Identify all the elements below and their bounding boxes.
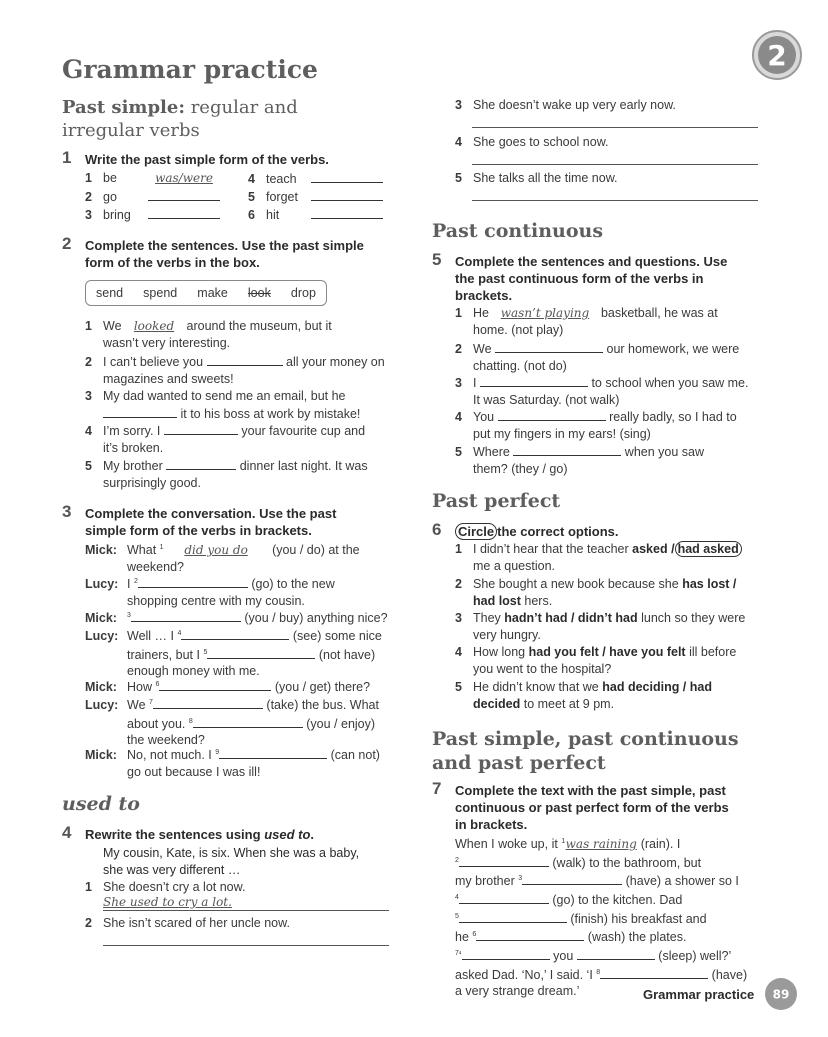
blank[interactable] xyxy=(495,340,603,353)
blank[interactable] xyxy=(159,678,271,691)
exercise-5-instruction: Complete the sentences and questions. Use the past continuous form of the verbs in brackets. xyxy=(455,254,728,303)
ex2-sentence-1: 1 We looked around the museum, but it wasn’t very interesting. xyxy=(85,319,332,350)
blank[interactable] xyxy=(131,609,241,622)
unit-number: 2 xyxy=(767,39,787,72)
answer-line[interactable] xyxy=(472,200,758,201)
ex2-sentence-2: 2 I can’t believe you all your money on magazines and sweets! xyxy=(85,355,385,386)
blank[interactable] xyxy=(498,408,606,421)
dialogue-line-2: Lucy: I $^2$ (go) to the new shopping centre with my cousin. xyxy=(85,577,335,608)
ex4-item-1: 1 She doesn’t cry a lot now. xyxy=(85,880,246,894)
circle-example: Circle xyxy=(455,523,497,540)
exercise-5-number: 5 xyxy=(432,250,442,269)
section-used-to: used to xyxy=(62,793,140,815)
ex6-sentence-1: 1 I didn’t hear that the teacher asked / had asked me a question. xyxy=(455,541,775,574)
page-number-badge xyxy=(764,977,798,1011)
ex2-sentence-3: 3 My dad wanted to send me an email, but he it to his boss at work by mistake! xyxy=(85,389,361,421)
exercise-7-number: 7 xyxy=(432,779,442,798)
answer-line[interactable] xyxy=(472,164,758,165)
ex4-answer-1: She used to cry a lot. xyxy=(103,895,232,909)
ex1-answer: was/were xyxy=(155,171,213,185)
blank[interactable] xyxy=(207,353,283,366)
word-box: send spend make look drop xyxy=(85,280,327,306)
ex1-item: 4 teach xyxy=(248,170,383,188)
blank[interactable] xyxy=(148,206,220,219)
dialogue-line-5: Mick: How $^6$ (you / get) there? xyxy=(85,680,371,695)
blank[interactable] xyxy=(181,627,289,640)
blank[interactable] xyxy=(164,422,238,435)
blank[interactable] xyxy=(311,206,383,219)
exercise-4-number: 4 xyxy=(62,823,72,842)
section-past-simple: Past simple: regular and irregular verbs xyxy=(62,97,298,141)
section-mixed-tenses: Past simple, past continuous and past perfect xyxy=(432,728,739,774)
footer-label: Grammar practice xyxy=(643,987,755,1002)
ex6-sentence-3: 3 They hadn’t had / didn’t had lunch so they were very hungry. xyxy=(455,611,746,642)
circled-answer: had asked xyxy=(675,541,742,557)
dialogue-line-3: Mick: $^3$ (you / buy) anything nice? xyxy=(85,611,388,626)
answer-line[interactable] xyxy=(472,127,758,128)
section-past-continuous: Past continuous xyxy=(432,220,604,242)
exercise-7-instruction: Complete the text with the past simple, past continuous or past perfect form of the verbs in brackets. xyxy=(455,783,729,832)
ex7-text: When I woke up, it $^1$was raining (rain). I $^2$ (walk) to the bathroom, but my brother $^3$ (have) a shower so I $^4$ (go) to the kitchen. Dad $^5$ (finish) his breakfast and he $^6$ (wash) the plates. $^7$‘ you (sleep) well?’ asked Dad. ‘No,’ I said. ‘I $^8$ (have) a very strange dream.’ xyxy=(455,837,748,999)
ex2-sentence-4: 4 I’m sorry. I your favourite cup and it’s broken. xyxy=(85,424,366,455)
ex5-sentence-2: 2 We our homework, we were chatting. (not do) xyxy=(455,342,740,373)
ex4-item-3: 3 She doesn’t wake up very early now. xyxy=(455,98,676,112)
blank[interactable] xyxy=(459,854,549,867)
blank[interactable] xyxy=(476,928,584,941)
exercise-4-instruction: Rewrite the sentences using used to. xyxy=(85,827,315,842)
ex1-item: 1 be was/were xyxy=(85,170,235,187)
ex1-item: 2 go xyxy=(85,188,220,206)
ex1-item: 3 bring xyxy=(85,206,220,224)
page-title: Grammar practice xyxy=(62,55,318,84)
blank[interactable] xyxy=(513,443,621,456)
blank[interactable] xyxy=(166,457,236,470)
blank[interactable] xyxy=(459,891,549,904)
ex6-sentence-2: 2 She bought a new book because she has lost / had lost hers. xyxy=(455,577,737,608)
ex6-sentence-5: 5 He didn’t know that we had deciding / had decided to meet at 9 pm. xyxy=(455,680,712,711)
dialogue-line-6: Lucy: We $^7$ (take) the bus. What about you. $^8$ (you / enjoy) the weekend? xyxy=(85,698,379,748)
blank[interactable] xyxy=(462,947,550,960)
dialogue-line-4: Lucy: Well … I $^4$ (see) some nice trainers, but I $^5$ (not have) enough money with me. xyxy=(85,629,382,679)
blank[interactable] xyxy=(459,910,567,923)
ex5-sentence-4: 4 You really badly, so I had to put my fingers in my ears! (sing) xyxy=(455,410,737,441)
ex4-item-5: 5 She talks all the time now. xyxy=(455,171,618,185)
dialogue-line-1: Mick: What $^1$ did you do (you / do) at the weekend? xyxy=(85,543,360,574)
exercise-6-instruction: Circle the correct options. xyxy=(455,523,619,540)
exercise-3-instruction: Complete the conversation. Use the past simple form of the verbs in brackets. xyxy=(85,506,337,538)
exercise-2-instruction: Complete the sentences. Use the past simple form of the verbs in the box. xyxy=(85,238,364,270)
blank[interactable] xyxy=(207,646,315,659)
ex4-example: My cousin, Kate, is six. When she was a baby, she was very different … xyxy=(103,846,360,877)
blank[interactable] xyxy=(311,170,383,183)
exercise-3-number: 3 xyxy=(62,502,72,521)
ex1-item: 5 forget xyxy=(248,188,383,206)
blank[interactable] xyxy=(600,966,708,979)
ex5-sentence-1: 1 He wasn’t playing basketball, he was at home. (not play) xyxy=(455,306,718,337)
ex2-sentence-5: 5 My brother dinner last night. It was surprisingly good. xyxy=(85,459,368,490)
dialogue-line-7: Mick: No, not much. I $^9$ (can not) go out because I was ill! xyxy=(85,748,380,779)
ex4-item-4: 4 She goes to school now. xyxy=(455,135,609,149)
exercise-2-number: 2 xyxy=(62,234,72,253)
exercise-1-number: 1 xyxy=(62,148,72,167)
answer-line[interactable] xyxy=(103,945,389,946)
blank[interactable] xyxy=(153,696,263,709)
ex1-item: 6 hit xyxy=(248,206,383,224)
blank[interactable] xyxy=(193,715,303,728)
exercise-6-number: 6 xyxy=(432,520,442,539)
blank[interactable] xyxy=(219,746,327,759)
blank[interactable] xyxy=(103,405,177,418)
blank[interactable] xyxy=(138,575,248,588)
blank[interactable] xyxy=(522,872,622,885)
section-past-perfect: Past perfect xyxy=(432,490,561,512)
exercise-1-instruction: Write the past simple form of the verbs. xyxy=(85,152,329,167)
blank[interactable] xyxy=(311,188,383,201)
ex5-sentence-5: 5 Where when you saw them? (they / go) xyxy=(455,445,705,476)
blank[interactable] xyxy=(480,374,588,387)
blank[interactable] xyxy=(148,188,220,201)
page-number: 89 xyxy=(772,987,790,1002)
answer-line[interactable] xyxy=(103,910,389,911)
ex4-item-2: 2 She isn’t scared of her uncle now. xyxy=(85,916,290,930)
ex5-sentence-3: 3 I to school when you saw me. It was Saturday. (not walk) xyxy=(455,376,749,407)
blank[interactable] xyxy=(577,947,655,960)
ex6-sentence-4: 4 How long had you felt / have you felt ill before you went to the hospital? xyxy=(455,645,737,676)
unit-badge xyxy=(751,29,803,81)
